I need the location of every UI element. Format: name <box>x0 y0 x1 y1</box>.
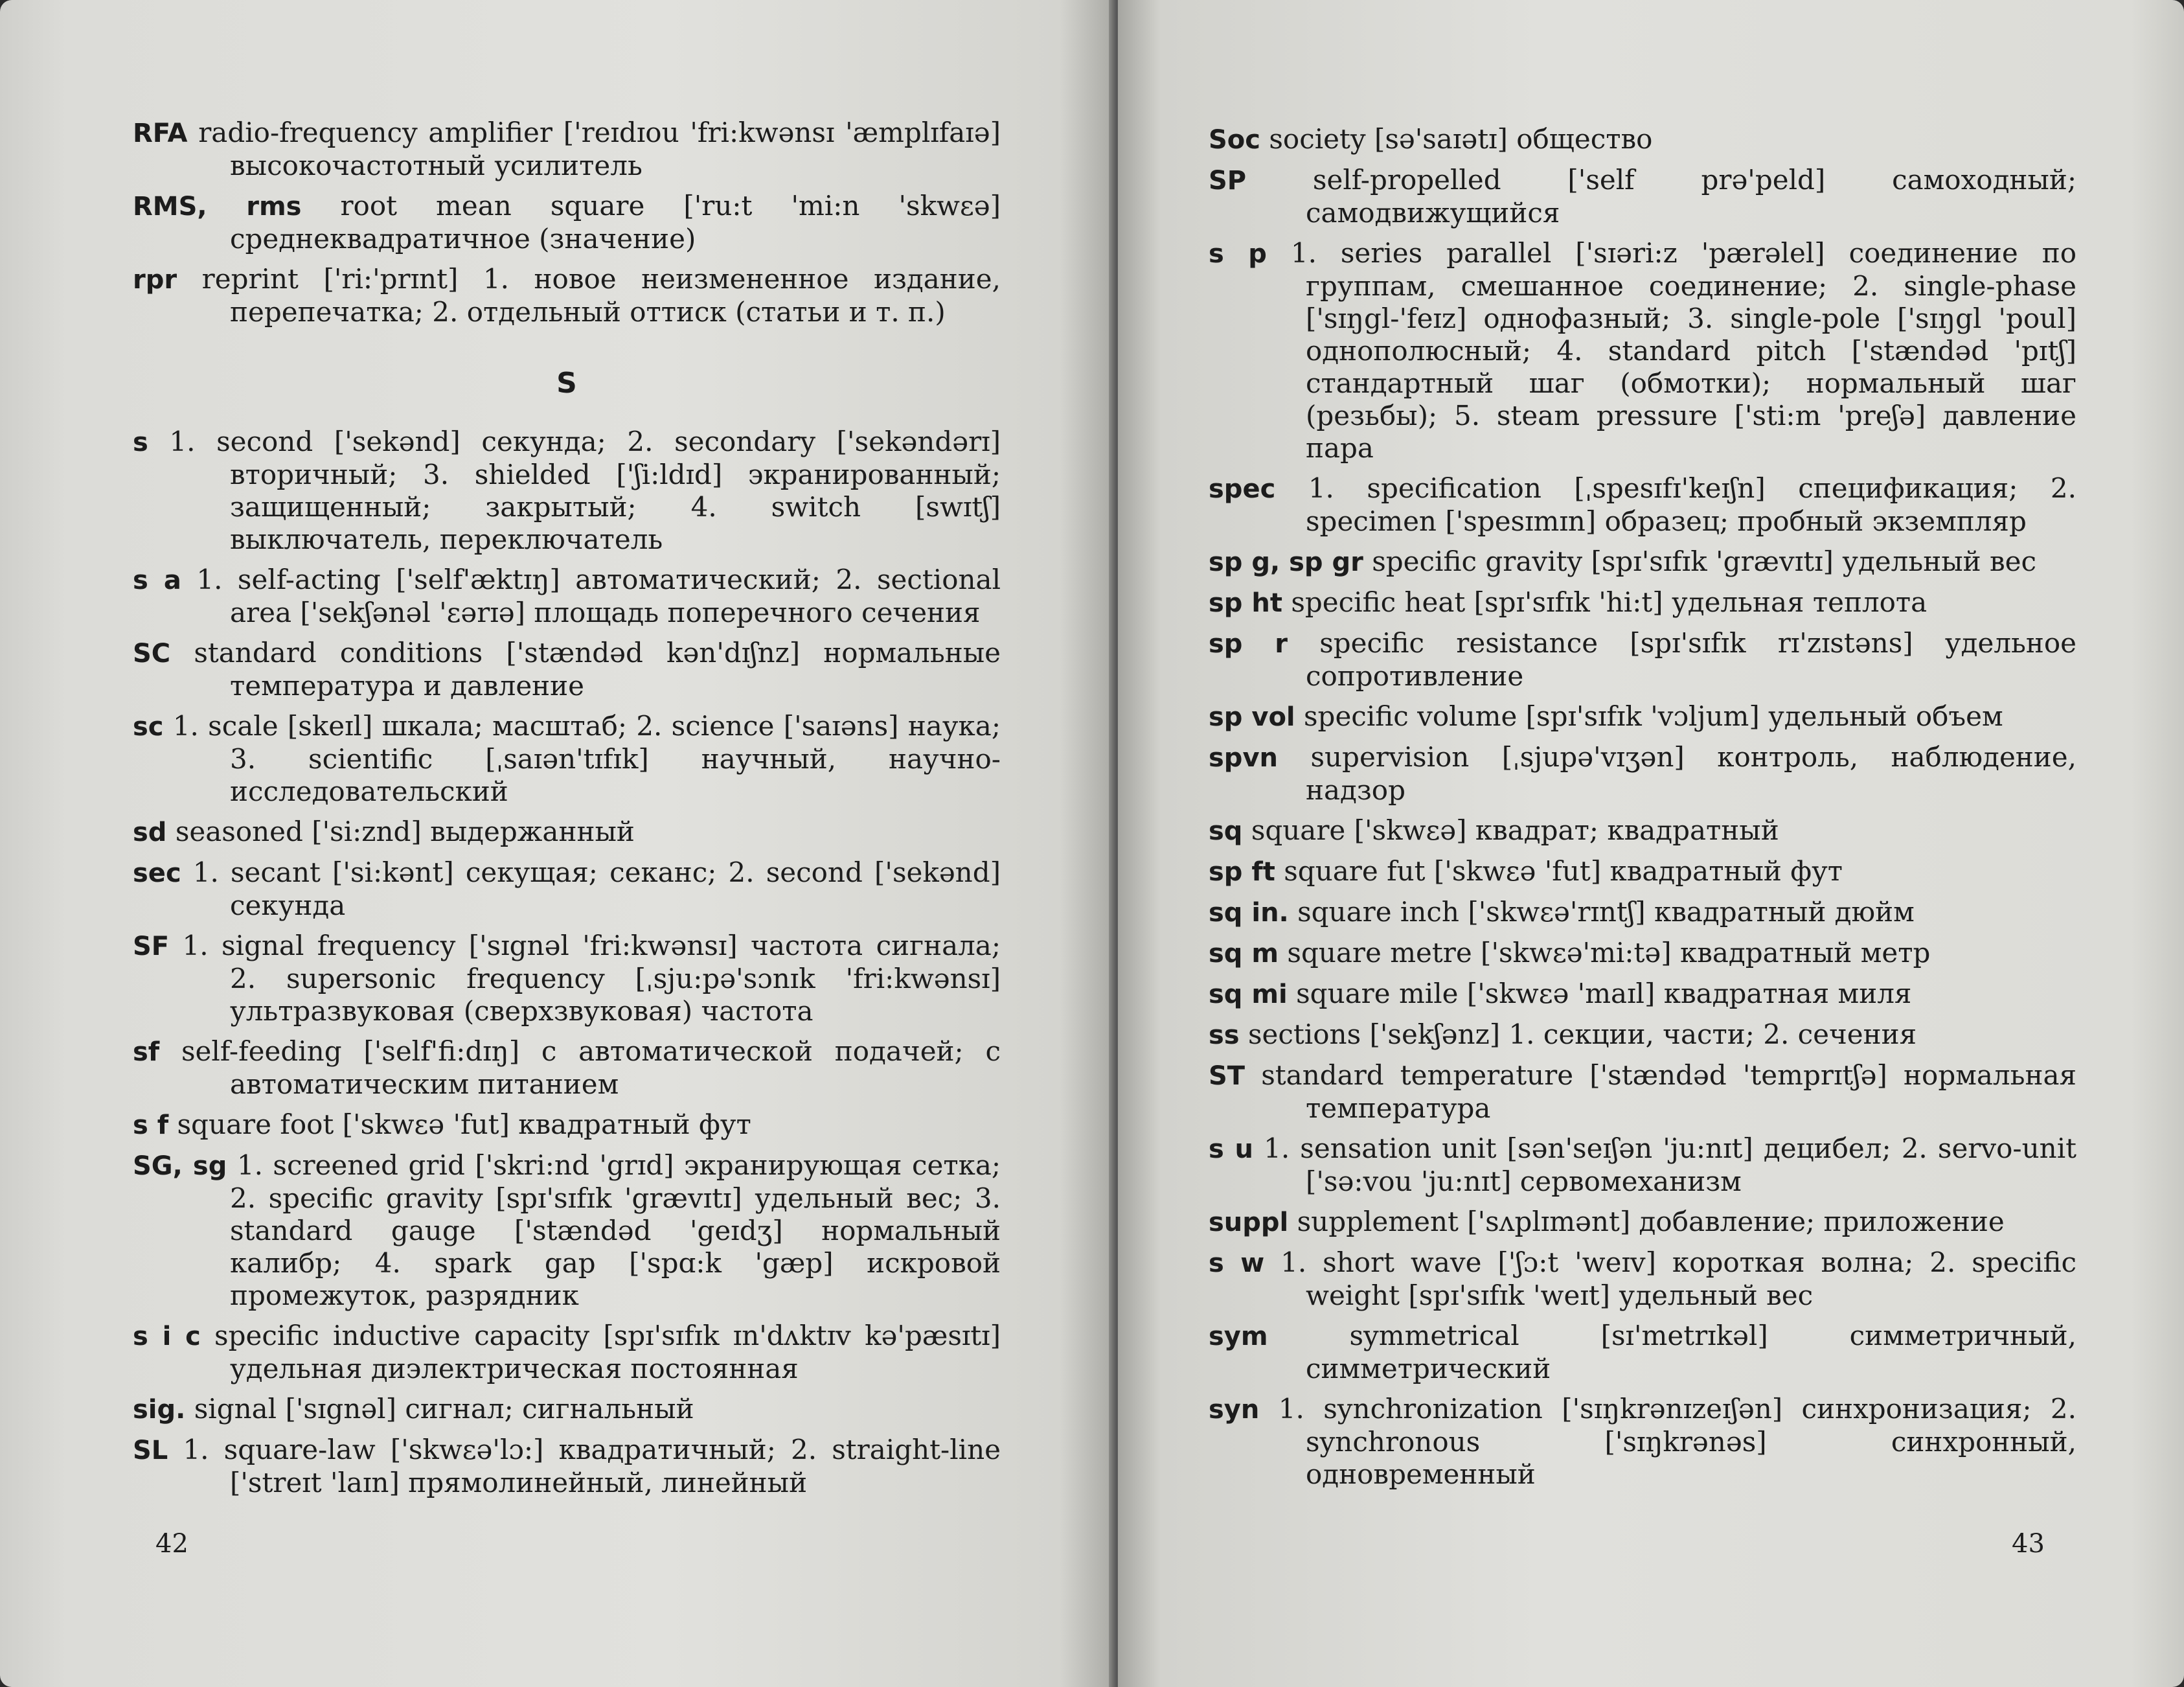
entry-definition: supplement ['sʌplɪmənt] добавление; приложение <box>1297 1206 2005 1237</box>
dictionary-entry <box>1209 1393 2076 1491</box>
entry-definition: 1. short wave ['ʃɔ:t 'weɪv] короткая волна; 2. specific weight [spɪ'sɪfɪk 'weɪt] удельный вес <box>1280 1246 2077 1311</box>
entry-definition: 1. sensation unit [sən'seɪʃən 'ju:nɪt] децибел; 2. servo-unit ['sə:vou 'ju:nɪt] сервомеханизм <box>1264 1132 2076 1197</box>
entry-abbreviation: rpr <box>133 265 177 295</box>
entry-definition: 1. signal frequency ['sɪgnəl 'fri:kwənsɪ] частота сигнала; 2. supersonic frequency [ˌsju:pə'sɔnɪk 'fri:kwənsɪ] ультразвуковая (сверхзвуковая) частота <box>182 930 1001 1027</box>
entry-abbreviation: sp ft <box>1209 857 1275 887</box>
entry-definition: self-feeding ['self'fi:dɪŋ] с автоматической подачей; с автоматическим питанием <box>181 1035 1001 1100</box>
dictionary-entry <box>1209 1132 2076 1198</box>
dictionary-entry <box>133 856 1001 922</box>
entry-abbreviation: spec <box>1209 474 1276 504</box>
dictionary-entry <box>133 190 1001 255</box>
entry-abbreviation: ST <box>1209 1061 1246 1091</box>
entry-abbreviation: sd <box>133 818 167 847</box>
dictionary-entry <box>133 1108 1001 1142</box>
dictionary-entry <box>1209 472 2076 538</box>
entry-abbreviation: sq m <box>1209 939 1279 969</box>
dictionary-entry <box>1209 586 2076 619</box>
dictionary-entry <box>1209 937 2076 970</box>
page-number-left: 42 <box>155 1529 188 1559</box>
entry-definition: 1. square-law ['skwɛə'lɔ:] квадратичный; 2. straight-line ['streɪt 'laɪn] прямолинейный, линейный <box>183 1434 1001 1498</box>
entry-abbreviation: sp vol <box>1209 702 1295 732</box>
entry-definition: 1. screened grid ['skri:nd 'grɪd] экранирующая сетка; 2. specific gravity [spɪ'sɪfɪk 'grævɪtɪ] удельный вес; 3. standard gauge ['stændəd 'geɪdʒ] нормальный калибр; 4. spark gap ['spɑ:k 'gæp] искровой промежуток, разрядник <box>230 1149 1001 1311</box>
dictionary-entry <box>1209 627 2076 693</box>
entry-definition: supervision [ˌsjupə'vɪʒən] контроль, наблюдение, надзор <box>1306 741 2076 806</box>
entry-abbreviation: sc <box>133 712 164 742</box>
entry-definition: specific volume [spɪ'sɪfɪk 'vɔljum] удельный объем <box>1304 700 2003 732</box>
dictionary-entry <box>1209 741 2076 807</box>
entry-abbreviation: sp r <box>1209 629 1288 659</box>
entry-definition: specific heat [spɪ'sɪfɪk 'hi:t] удельная теплота <box>1291 586 1928 618</box>
entry-definition: 1. synchronization ['sɪŋkrənɪzeɪʃən] синхронизация; 2. synchronous ['sɪŋkrənəs] синхронный, одновременный <box>1278 1393 2076 1490</box>
right-column <box>1209 123 2076 1498</box>
entry-abbreviation: s p <box>1209 239 1267 269</box>
dictionary-entry <box>133 710 1001 808</box>
entry-definition: square foot ['skwɛə 'fut] квадратный фут <box>177 1108 751 1140</box>
entry-abbreviation: sq mi <box>1209 980 1288 1009</box>
entry-abbreviation: s w <box>1209 1248 1265 1278</box>
dictionary-entry <box>1209 1206 2076 1239</box>
entry-abbreviation: s u <box>1209 1134 1253 1164</box>
dictionary-entry <box>133 117 1001 182</box>
dictionary-entry <box>133 1320 1001 1385</box>
entry-definition: sections ['sekʃənz] 1. секции, части; 2. сечения <box>1247 1018 1917 1050</box>
entry-abbreviation: sym <box>1209 1322 1268 1351</box>
dictionary-entry <box>133 426 1001 556</box>
entry-abbreviation: SL <box>133 1436 168 1465</box>
dictionary-entry <box>1209 855 2076 888</box>
dictionary-entry <box>1209 700 2076 733</box>
entry-definition: self-propelled ['self prə'peld] самоходный; самодвижущийся <box>1306 164 2076 229</box>
entries-right <box>1209 123 2076 1491</box>
entry-abbreviation: SP <box>1209 166 1247 196</box>
entry-abbreviation: sq in. <box>1209 898 1289 928</box>
dictionary-entry <box>1209 545 2076 579</box>
entry-definition: symmetrical [sɪ'metrɪkəl] симметричный, симметрический <box>1306 1320 2076 1384</box>
entry-definition: square metre ['skwɛə'mi:tə] квадратный метр <box>1287 937 1931 969</box>
entry-abbreviation: ss <box>1209 1020 1240 1050</box>
dictionary-entry <box>1209 1018 2076 1051</box>
entry-definition: square ['skwɛə] квадрат; квадратный <box>1251 814 1779 846</box>
dictionary-entry <box>133 1035 1001 1101</box>
entries-after-heading <box>133 426 1001 1499</box>
entry-definition: 1. scale [skeɪl] шкала; масштаб; 2. science ['saɪəns] наука; 3. scientific [ˌsaɪən'tɪfɪk] научный, научно-исследовательский <box>172 710 1001 807</box>
entry-definition: specific inductive capacity [spɪ'sɪfɪk ɪn'dʌktɪv kə'pæsɪtɪ] удельная диэлектрическая постоянная <box>214 1320 1001 1384</box>
entry-definition: seasoned ['si:znd] выдержанный <box>175 816 635 847</box>
entry-abbreviation: SG, sg <box>133 1151 227 1181</box>
entry-abbreviation: sq <box>1209 816 1243 846</box>
entry-definition: square mile ['skwɛə 'maɪl] квадратная миля <box>1296 978 1912 1009</box>
entry-definition: 1. second ['sekənd] секунда; 2. secondary ['sekəndərɪ] вторичный; 3. shielded ['ʃi:ldɪd] экранированный; защищенный; закрытый; 4. switch [swɪtʃ] выключатель, переключатель <box>169 426 1001 555</box>
dictionary-entry <box>133 263 1001 328</box>
entry-abbreviation: sec <box>133 858 181 888</box>
dictionary-entry <box>133 1393 1001 1426</box>
page-number-right: 43 <box>2012 1529 2045 1559</box>
entries-before-heading <box>133 117 1001 328</box>
entry-definition: reprint ['ri:'prɪnt] 1. новое неизмененное издание, перепечатка; 2. отдельный оттиск (статьи и т. п.) <box>201 263 1001 328</box>
entry-definition: 1. self-acting ['self'æktɪŋ] автоматический; 2. sectional area ['sekʃənəl 'ɛərɪə] площадь поперечного сечения <box>196 564 1001 628</box>
entry-abbreviation: s <box>133 428 148 457</box>
entry-abbreviation: syn <box>1209 1395 1260 1425</box>
entry-abbreviation: sig. <box>133 1395 186 1425</box>
dictionary-entry <box>133 930 1001 1027</box>
dictionary-entry <box>1209 1246 2076 1312</box>
entry-abbreviation: RFA <box>133 119 188 148</box>
left-column <box>133 117 1001 1507</box>
dictionary-entry <box>133 637 1001 702</box>
entry-abbreviation: Soc <box>1209 125 1260 155</box>
entry-abbreviation: s a <box>133 566 181 595</box>
dictionary-entry <box>1209 814 2076 847</box>
entry-definition: radio-frequency amplifier ['reɪdɪou 'fri:kwənsɪ 'æmplɪfaɪə] высокочастотный усилитель <box>198 117 1001 181</box>
entry-abbreviation: RMS, rms <box>133 192 302 222</box>
entry-definition: standard temperature ['stændəd 'temprɪtʃə] нормальная температура <box>1261 1059 2076 1124</box>
entry-abbreviation: SC <box>133 639 171 669</box>
entry-definition: 1. secant ['si:kənt] секущая; секанс; 2. second ['sekənd] секунда <box>192 856 1001 921</box>
entry-definition: specific resistance [spɪ'sɪfɪk rɪ'zɪstəns] удельное сопротивление <box>1306 627 2077 692</box>
dictionary-entry <box>1209 164 2076 229</box>
entry-abbreviation: sf <box>133 1037 160 1067</box>
entry-abbreviation: sp ht <box>1209 588 1282 618</box>
entry-abbreviation: spvn <box>1209 743 1278 773</box>
entry-abbreviation: s i c <box>133 1322 201 1351</box>
entry-definition: signal ['sɪgnəl] сигнал; сигнальный <box>194 1393 694 1425</box>
entry-abbreviation: s f <box>133 1110 169 1140</box>
dictionary-entry <box>1209 1320 2076 1385</box>
entry-definition: 1. series parallel ['sɪəri:z 'pærəlel] соединение по группам, смешанное соединение; 2. single-phase ['sɪŋgl-'feɪz] однофазный; 3. single-pole ['sɪŋgl 'poul] однополюсный; 4. standard pitch ['stændəd 'pɪtʃ] стандартный шаг (обмотки); нормальный шаг (резьбы); 5. steam pressure ['sti:m 'preʃə] давление пара <box>1290 237 2076 464</box>
dictionary-entry <box>1209 123 2076 156</box>
dictionary-entry <box>1209 237 2076 465</box>
entry-definition: standard conditions ['stændəd kən'dɪʃnz] нормальные температура и давление <box>194 637 1001 702</box>
entry-definition: square inch ['skwɛə'rɪntʃ] квадратный дюйм <box>1297 896 1915 928</box>
dictionary-entry <box>133 1149 1001 1312</box>
dictionary-entry <box>1209 978 2076 1011</box>
entry-definition: specific gravity [spɪ'sɪfɪk 'grævɪtɪ] удельный вес <box>1372 545 2036 577</box>
letter-heading: S <box>556 367 577 400</box>
dictionary-entry <box>133 564 1001 629</box>
entry-definition: 1. specification [ˌspesɪfɪ'keɪʃn] спецификация; 2. specimen ['spesɪmɪn] образец; пробный экземпляр <box>1306 472 2076 537</box>
entry-definition: society [sə'saɪətɪ] общество <box>1269 123 1653 155</box>
entry-abbreviation: suppl <box>1209 1208 1289 1237</box>
dictionary-entry <box>1209 896 2076 929</box>
entry-abbreviation: sp g, sp gr <box>1209 547 1363 577</box>
right-page <box>1118 0 2184 1687</box>
entry-abbreviation: SF <box>133 932 170 961</box>
dictionary-entry <box>133 816 1001 849</box>
entry-definition: square fut ['skwɛə 'fut] квадратный фут <box>1284 855 1843 887</box>
dictionary-entry <box>133 1434 1001 1499</box>
dictionary-entry <box>1209 1059 2076 1125</box>
entry-definition: root mean square ['ru:t 'mi:n 'skwɛə] среднеквадратичное (значение) <box>230 190 1001 255</box>
